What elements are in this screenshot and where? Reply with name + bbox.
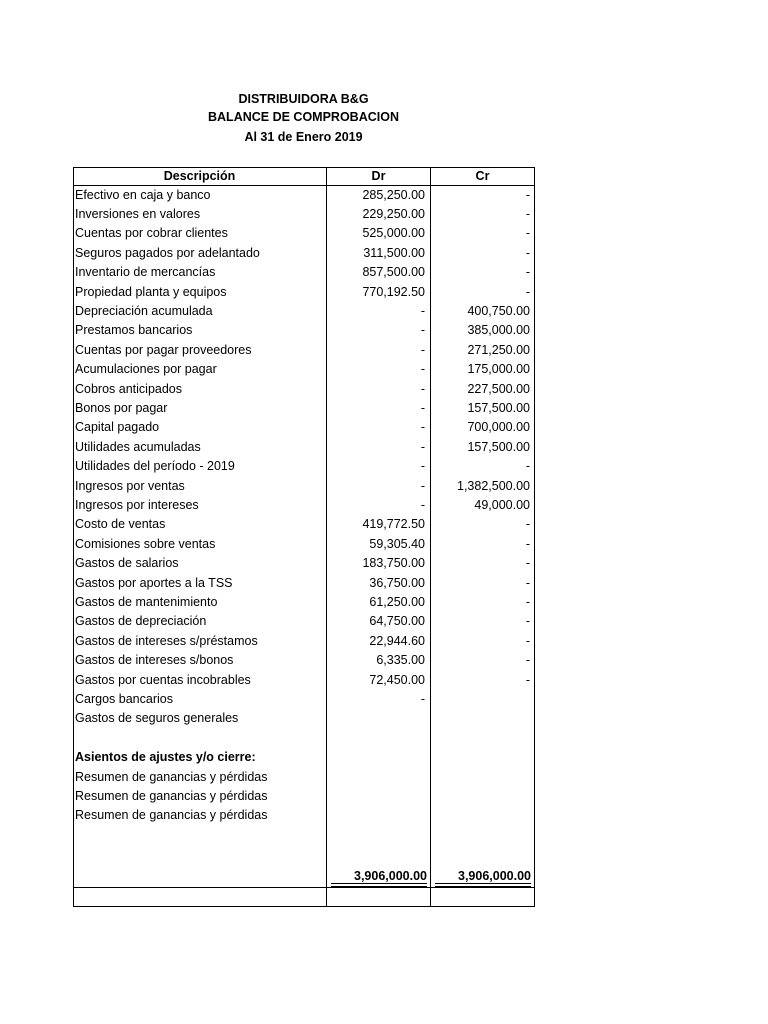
table-row: [73, 515, 535, 534]
table-row: [73, 535, 535, 554]
table-row: [73, 457, 535, 476]
row-debit: -: [420, 497, 425, 512]
row-debit: 61,250.00: [369, 594, 425, 609]
table-row: [73, 380, 535, 399]
row-credit: 271,250.00: [467, 342, 530, 357]
row-description: Gastos por aportes a la TSS: [75, 575, 233, 590]
table-row: [73, 806, 535, 825]
row-description: Cuentas por pagar proveedores: [75, 342, 252, 357]
table-row: [73, 496, 535, 515]
table-row: [73, 283, 535, 302]
row-credit: 385,000.00: [467, 323, 530, 338]
row-debit: 525,000.00: [362, 226, 425, 241]
row-description: Gastos de depreciación: [75, 614, 207, 629]
row-description: Asientos de ajustes y/o cierre:: [75, 750, 256, 765]
row-credit: 700,000.00: [467, 420, 530, 435]
row-debit: -: [420, 439, 425, 454]
row-description: Cargos bancarios: [75, 691, 173, 706]
row-credit: -: [525, 187, 530, 202]
column-header-credit: Cr: [475, 169, 490, 183]
row-description: Bonos por pagar: [75, 400, 168, 415]
row-debit: 64,750.00: [369, 614, 425, 629]
row-debit: -: [420, 420, 425, 435]
table-row: [73, 244, 535, 263]
row-debit: -: [420, 400, 425, 415]
report-date: Al 31 de Enero 2019: [244, 130, 363, 144]
row-credit: -: [525, 575, 530, 590]
row-description: Utilidades acumuladas: [75, 439, 201, 454]
table-row: [73, 632, 535, 651]
table-row: [73, 768, 535, 787]
row-debit: 311,500.00: [363, 245, 425, 260]
row-debit: 22,944.60: [369, 633, 425, 648]
row-credit: 1,382,500.00: [457, 478, 530, 493]
row-description: Prestamos bancarios: [75, 323, 193, 338]
table-row: [73, 748, 535, 767]
row-debit: -: [420, 381, 425, 396]
row-debit: 285,250.00: [362, 187, 425, 202]
row-debit: 183,750.00: [362, 556, 425, 571]
column-header-debit: Dr: [371, 169, 386, 183]
row-description: Resumen de ganancias y pérdidas: [75, 788, 268, 803]
row-debit: 6,335.00: [376, 653, 425, 668]
table-row: [73, 360, 535, 379]
table-row: [73, 341, 535, 360]
row-debit: 857,500.00: [362, 265, 425, 280]
row-credit: -: [525, 265, 530, 280]
row-description: Ingresos por intereses: [75, 497, 199, 512]
table-row: [73, 690, 535, 709]
table-row: [73, 651, 535, 670]
row-debit: -: [420, 323, 425, 338]
column-header-description: Descripción: [163, 169, 236, 183]
row-credit: -: [525, 653, 530, 668]
row-credit: -: [525, 633, 530, 648]
row-credit: -: [525, 536, 530, 551]
row-description: Inventario de mercancías: [75, 265, 216, 280]
total-credit: 3,906,000.00: [458, 869, 531, 883]
table-row: [73, 787, 535, 806]
row-debit: 72,450.00: [369, 672, 425, 687]
table-row: [73, 321, 535, 340]
row-debit: -: [420, 691, 425, 706]
table-row: [73, 709, 535, 728]
table-row: [73, 418, 535, 437]
table-row: [73, 302, 535, 321]
row-description: Gastos por cuentas incobrables: [75, 672, 251, 687]
row-credit: -: [525, 226, 530, 241]
row-description: Gastos de mantenimiento: [75, 594, 218, 609]
row-description: Resumen de ganancias y pérdidas: [75, 808, 268, 823]
row-credit: -: [525, 459, 530, 474]
footer-divider: [73, 887, 535, 888]
row-debit: 419,772.50: [362, 517, 425, 532]
row-description: Acumulaciones por pagar: [75, 362, 217, 377]
row-description: Seguros pagados por adelantado: [75, 245, 260, 260]
row-credit: -: [525, 517, 530, 532]
total-credit-double-underline: [435, 883, 531, 887]
row-credit: -: [525, 672, 530, 687]
table-row: [73, 205, 535, 224]
row-credit: 227,500.00: [467, 381, 530, 396]
table-row: [73, 612, 535, 631]
row-description: Depreciación acumulada: [75, 303, 213, 318]
company-name: DISTRIBUIDORA B&G: [238, 92, 369, 106]
row-description: Capital pagado: [75, 420, 160, 435]
table-row: [73, 671, 535, 690]
row-description: Gastos de seguros generales: [75, 711, 239, 726]
table-row: [73, 574, 535, 593]
row-credit: -: [525, 556, 530, 571]
row-debit: 36,750.00: [369, 575, 425, 590]
table-row: [73, 186, 535, 205]
table-row: [73, 729, 535, 748]
trial-balance-table: [73, 167, 535, 907]
row-description: Gastos de intereses s/bonos: [75, 653, 234, 668]
row-description: Efectivo en caja y banco: [75, 187, 211, 202]
row-debit: -: [420, 478, 425, 493]
row-description: Comisiones sobre ventas: [75, 536, 216, 551]
table-row: [73, 477, 535, 496]
row-credit: -: [525, 594, 530, 609]
table-row: [73, 224, 535, 243]
row-debit: -: [420, 303, 425, 318]
row-credit: 49,000.00: [474, 497, 530, 512]
row-description: Inversiones en valores: [75, 206, 201, 221]
row-description: Cobros anticipados: [75, 381, 183, 396]
row-description: Utilidades del período - 2019: [75, 459, 235, 474]
row-credit: 400,750.00: [467, 303, 530, 318]
row-debit: -: [420, 362, 425, 377]
table-row: [73, 593, 535, 612]
row-description: Gastos de intereses s/préstamos: [75, 633, 258, 648]
row-description: Costo de ventas: [75, 517, 166, 532]
row-description: Gastos de salarios: [75, 556, 179, 571]
row-credit: 175,000.00: [467, 362, 530, 377]
row-debit: 59,305.40: [369, 536, 425, 551]
table-row: [73, 399, 535, 418]
row-description: Cuentas por cobrar clientes: [75, 226, 228, 241]
row-credit: -: [525, 614, 530, 629]
table-row: [73, 554, 535, 573]
row-credit: -: [525, 245, 530, 260]
row-debit: -: [420, 459, 425, 474]
total-debit: 3,906,000.00: [354, 869, 427, 883]
row-description: Propiedad planta y equipos: [75, 284, 227, 299]
row-debit: 229,250.00: [362, 206, 425, 221]
row-description: Ingresos por ventas: [75, 478, 185, 493]
total-debit-double-underline: [331, 883, 427, 887]
row-debit: -: [420, 342, 425, 357]
report-title: BALANCE DE COMPROBACION: [208, 110, 399, 124]
row-debit: 770,192.50: [362, 284, 425, 299]
table-row: [73, 263, 535, 282]
row-credit: -: [525, 206, 530, 221]
row-credit: 157,500.00: [467, 439, 530, 454]
row-description: Resumen de ganancias y pérdidas: [75, 769, 268, 784]
table-row: [73, 438, 535, 457]
row-credit: 157,500.00: [467, 400, 530, 415]
row-credit: -: [525, 284, 530, 299]
